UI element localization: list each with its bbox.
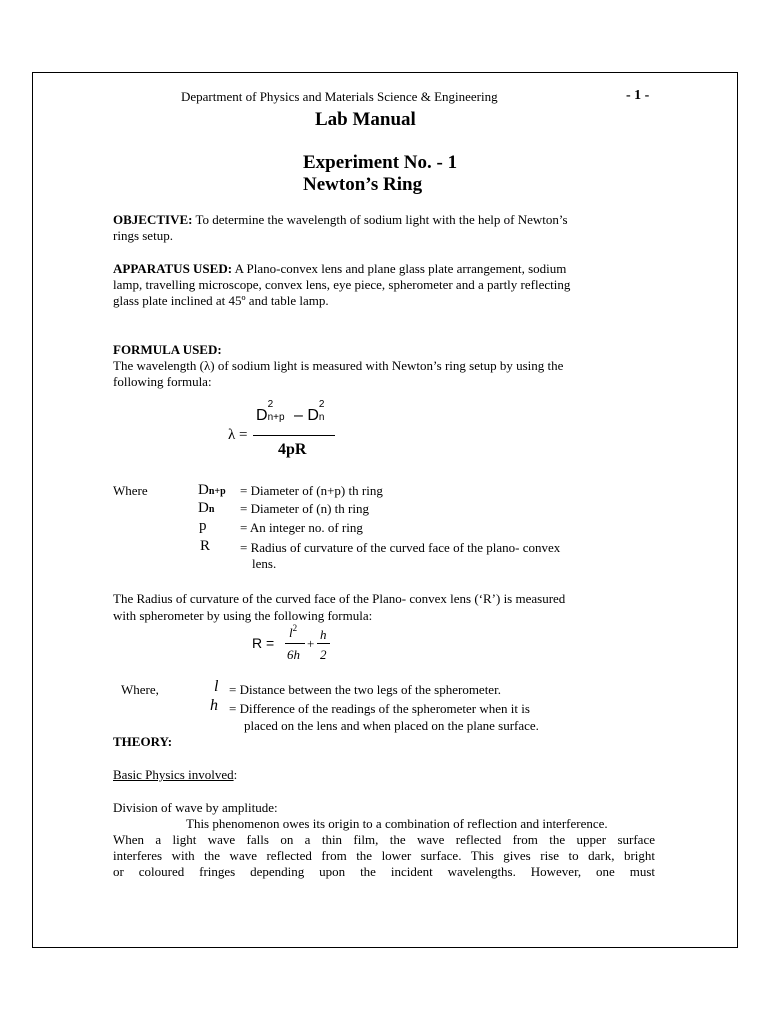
theory-para-line-1: This phenomenon owes its origin to a combination of reflection and interference. bbox=[186, 816, 608, 831]
where-row-dnp: Dn+p bbox=[198, 482, 226, 498]
page-number: - 1 - bbox=[626, 88, 650, 103]
apparatus-line-2: lamp, travelling microscope, convex lens, eye piece, spherometer and a partly reflecting bbox=[113, 277, 571, 292]
r-fraction-1-num: $l^2$ bbox=[289, 623, 298, 640]
theory-para-line-2: When a light wave falls on a thin film, the wave reflected from the upper surface bbox=[113, 832, 655, 847]
r-equals: R = bbox=[252, 635, 275, 651]
department-header: Department of Physics and Materials Science & Engineering bbox=[181, 89, 498, 104]
experiment-number: Experiment No. - 1 bbox=[303, 152, 458, 173]
objective-line-2: rings setup. bbox=[113, 228, 173, 243]
where-desc-r-cont: lens. bbox=[252, 556, 277, 571]
wavelength-fraction-bar bbox=[253, 435, 335, 436]
experiment-name: Newton’s Ring bbox=[303, 174, 423, 195]
division-heading: Division of wave by amplitude: bbox=[113, 800, 278, 815]
where-desc-h-cont: placed on the lens and when placed on the plane surface. bbox=[244, 718, 539, 733]
symbol-l: l bbox=[214, 678, 219, 695]
formula-label: FORMULA USED: bbox=[113, 342, 222, 357]
apparatus-line-1: APPARATUS USED: A Plano-convex lens and plane glass plate arrangement, sodium bbox=[113, 261, 567, 276]
symbol-p: p bbox=[199, 518, 207, 534]
where-desc-p: = An integer no. of ring bbox=[240, 520, 363, 535]
where-desc-dnp: = Diameter of (n+p) th ring bbox=[240, 483, 383, 498]
radius-text-line-2: with spherometer by using the following formula: bbox=[113, 608, 373, 623]
where-desc-dn: = Diameter of (n) th ring bbox=[240, 501, 369, 516]
lambda-equals: λ = bbox=[228, 427, 248, 443]
symbol-r: R bbox=[200, 538, 211, 554]
theory-para-line-3: interferes with the wave reflected from the lower surface. This gives rise to dark, bright bbox=[113, 848, 655, 863]
where-desc-r: = Radius of curvature of the curved face of the plano- convex bbox=[240, 540, 561, 555]
r-fraction-2-bar bbox=[317, 643, 330, 644]
where-row-dn: Dn bbox=[198, 500, 215, 516]
r-fraction-1-den: 6h bbox=[287, 647, 300, 662]
r-fraction-1-bar bbox=[285, 643, 305, 644]
formula-text-line-2: following formula: bbox=[113, 374, 212, 389]
lab-manual-title: Lab Manual bbox=[315, 109, 416, 130]
theory-label: THEORY: bbox=[113, 734, 173, 749]
wavelength-numerator: D 2 n+p – D 2 n bbox=[256, 399, 325, 424]
where-desc-l: = Distance between the two legs of the spherometer. bbox=[229, 682, 501, 697]
apparatus-line-3: glass plate inclined at 45º and table lamp. bbox=[113, 293, 329, 308]
where-label-2: Where, bbox=[121, 682, 159, 697]
basic-physics-heading: Basic Physics involved: bbox=[113, 767, 238, 782]
r-plus: + bbox=[307, 636, 315, 651]
symbol-d-n: D bbox=[198, 500, 209, 516]
symbol-d-np: D bbox=[198, 482, 209, 498]
r-fraction-2-den: 2 bbox=[320, 647, 327, 662]
radius-text-line-1: The Radius of curvature of the curved face of the Plano- convex lens (‘R’) is measured bbox=[113, 591, 566, 606]
theory-para-line-4: or coloured fringes depending upon the incident wavelengths. However, one must bbox=[113, 864, 655, 879]
where-desc-h: = Difference of the readings of the spherometer when it is bbox=[229, 701, 530, 716]
objective-line-1: OBJECTIVE: To determine the wavelength of sodium light with the help of Newton’s bbox=[113, 212, 568, 227]
symbol-h: h bbox=[210, 697, 218, 714]
r-fraction-2-num: h bbox=[320, 627, 327, 642]
objective-label: OBJECTIVE: bbox=[113, 212, 193, 227]
wavelength-denominator: 4pR bbox=[278, 441, 307, 458]
where-label: Where bbox=[113, 483, 148, 498]
formula-text-line-1: The wavelength (λ) of sodium light is measured with Newton’s ring setup by using the bbox=[113, 358, 564, 373]
apparatus-label: APPARATUS USED: bbox=[113, 261, 233, 276]
